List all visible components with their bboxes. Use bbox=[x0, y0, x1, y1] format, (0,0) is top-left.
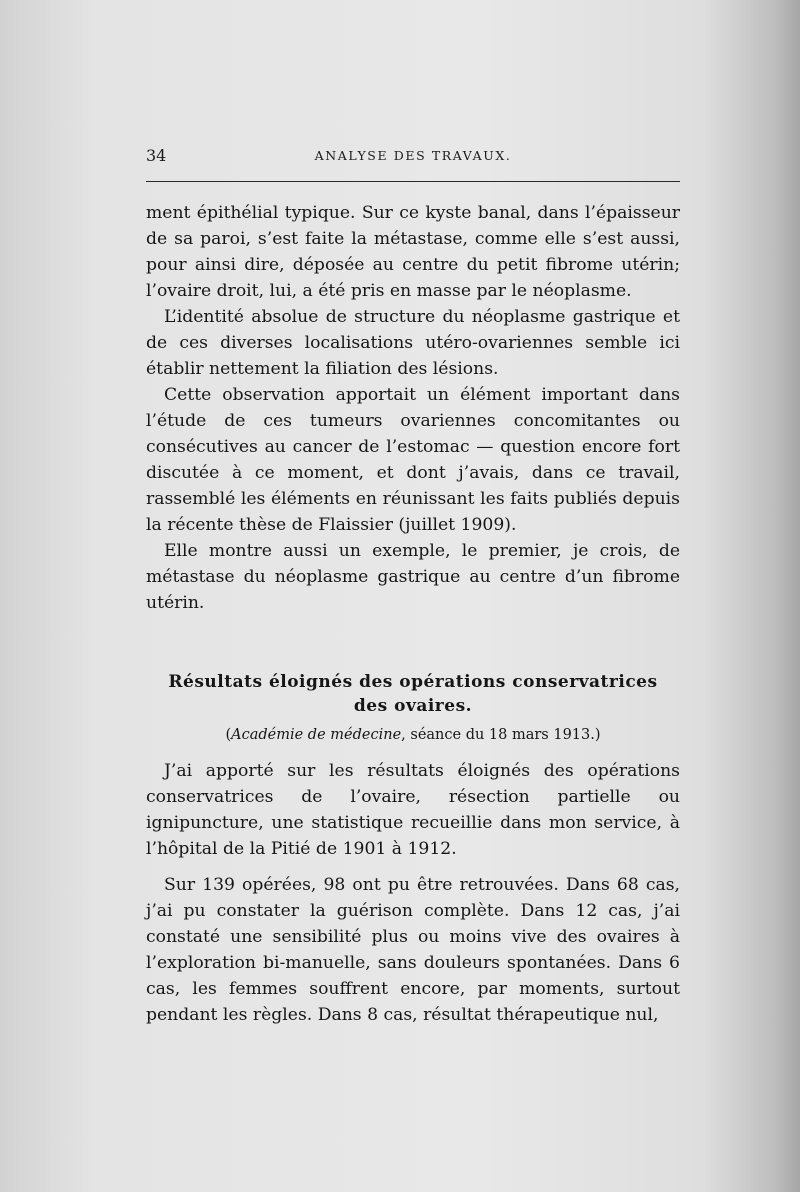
section-heading-line2: des ovaires. bbox=[353, 696, 473, 716]
section-heading bbox=[146, 670, 680, 718]
body-text bbox=[146, 200, 680, 1028]
citation-rest: , séance du 18 mars 1913.) bbox=[401, 727, 601, 743]
header-rule bbox=[146, 181, 680, 182]
paragraph-observation: Cette observation apportait un élément important dans l’étude de ces tumeurs ovariennes concomitantes ou consécutives au cancer de l’estomac — question encore fort discutée à ce moment, et dont j’avais, dans ce travail, rassemblé les éléments en réunissant les faits publiés depuis la récente thèse de Flaissier (juillet 1909). bbox=[146, 385, 680, 535]
section-heading-line1: Résultats éloignés des opérations conservatrices bbox=[168, 672, 658, 692]
running-head bbox=[146, 146, 680, 170]
paragraph-statistics: J’ai apporté sur les résultats éloignés des opérations conservatrices de l’ovaire, résection partielle ou ignipuncture, une statistique recueillie dans mon service, à l’hôpital de la Pitié de 1901 à 1912. bbox=[146, 761, 680, 859]
section-citation bbox=[146, 724, 680, 746]
paragraph-continued: ment épithélial typique. Sur ce kyste banal, dans l’épaisseur de sa paroi, s’est faite la métastase, comme elle s’est aussi, pour ainsi dire, déposée au centre du petit fibrome utérin; l’ovaire droit, lui, a été pris en masse par le néoplasme. bbox=[146, 203, 680, 301]
page-number: 34 bbox=[146, 146, 167, 165]
citation-open: ( bbox=[225, 727, 232, 743]
citation-journal: Académie de médecine bbox=[231, 727, 402, 743]
paragraph-identity: L’identité absolue de structure du néoplasme gastrique et de ces diverses localisations utéro-ovariennes semble ici établir nettement la filiation des lésions. bbox=[146, 307, 680, 379]
paragraph-results: Sur 139 opérées, 98 ont pu être retrouvées. Dans 68 cas, j’ai pu constater la guérison complète. Dans 12 cas, j’ai constaté une sensibilité plus ou moins vive des ovaires à l’exploration bi-manuelle, sans douleurs spontanées. Dans 6 cas, les femmes souffrent encore, par moments, surtout pendant les règles. Dans 8 cas, résultat thérapeutique nul, bbox=[146, 875, 680, 1025]
paragraph-example: Elle montre aussi un exemple, le premier, je crois, de métastase du néoplasme gastrique au centre d’un fibrome utérin. bbox=[146, 541, 680, 613]
running-title: ANALYSE DES TRAVAUX. bbox=[314, 148, 512, 163]
